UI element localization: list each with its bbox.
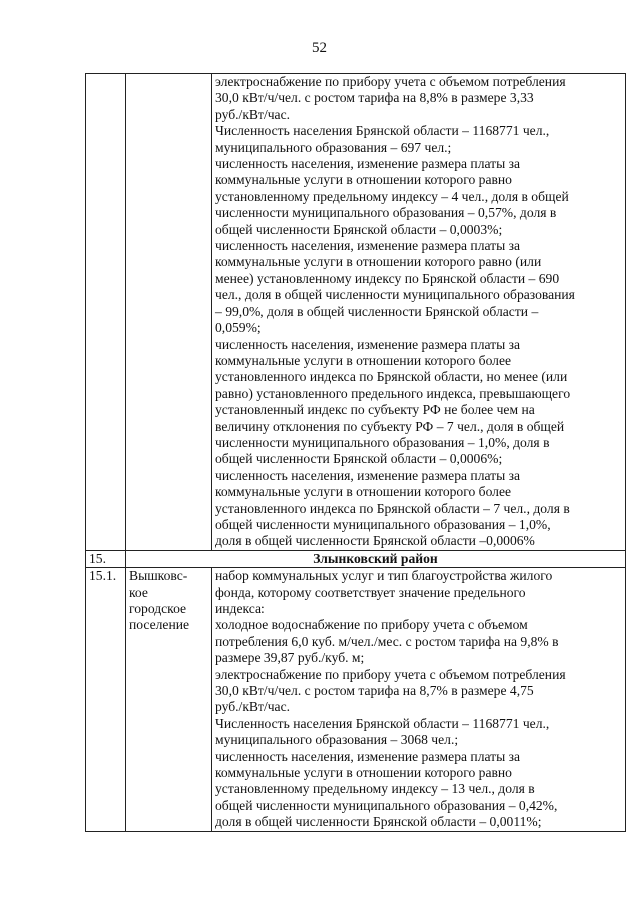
municipality-name-cell <box>126 568 212 832</box>
table-body <box>86 74 626 832</box>
description-line: размере 39,87 руб./куб. м; <box>215 650 365 666</box>
description-line: численности муниципального образования – 1,0%, доля в <box>215 434 550 450</box>
description-line: – 99,0%, доля в общей численности Брянской области – <box>215 303 539 319</box>
description-line: набор коммунальных услуг и тип благоустройства жилого <box>215 568 553 584</box>
description-line: муниципального образования – 697 чел.; <box>215 139 452 155</box>
description-line: установленного индекса по Брянской области, но менее (или <box>215 369 568 385</box>
description-line: численность населения, изменение размера платы за <box>215 238 521 254</box>
description-line: установленного индекса по Брянской области – 7 чел., доля в <box>215 500 570 516</box>
description-line: Численность населения Брянской области – 1168771 чел., <box>215 123 550 139</box>
table-row <box>86 568 626 832</box>
description-line: 0,059%; <box>215 320 261 336</box>
row-number-cell: 15.1. <box>86 568 126 832</box>
description-line: общей численности Брянской области – 0,0006%; <box>215 451 503 467</box>
description-line: установленному предельному индексу – 13 чел., доля в <box>215 781 535 797</box>
description-line: установленному предельному индексу – 4 чел., доля в общей <box>215 188 569 204</box>
description-cell <box>212 74 626 551</box>
description-line: муниципального образования – 3068 чел.; <box>215 732 459 748</box>
description-line: коммунальные услуги в отношении которого более <box>215 352 512 368</box>
description-line: численность населения, изменение размера платы за <box>215 156 521 172</box>
description-line: менее) установленному индексу по Брянской области – 690 <box>215 270 560 286</box>
description-line: чел., доля в общей численности муниципального образования <box>215 287 575 303</box>
municipality-name-line: городское <box>129 601 187 616</box>
table-row <box>86 74 626 551</box>
municipality-name-line: кое <box>129 584 148 600</box>
description-line: коммунальные услуги в отношении которого более <box>215 484 512 500</box>
description-line: общей численности Брянской области – 0,0003%; <box>215 221 503 237</box>
municipality-name-line: Вышковс- <box>129 568 188 584</box>
description-line: Численность населения Брянской области – 1168771 чел., <box>215 715 550 731</box>
description-line: коммунальные услуги в отношении которого равно <box>215 765 512 781</box>
description-line: численность населения, изменение размера платы за <box>215 748 521 764</box>
description-line: величину отклонения по субъекту РФ – 7 чел., доля в общей <box>215 418 565 434</box>
district-heading: Злынковский район <box>126 550 626 567</box>
description-line: общей численности муниципального образования – 0,42%, <box>215 797 558 813</box>
description-line: доля в общей численности Брянской области –0,0006% <box>215 533 535 549</box>
description-line: руб./кВт/час. <box>215 699 291 715</box>
description-line: численности муниципального образования – 0,57%, доля в <box>215 205 557 221</box>
description-line: численность населения, изменение размера платы за <box>215 467 521 483</box>
description-cell <box>212 568 626 832</box>
table-row <box>86 550 626 567</box>
municipality-name-cell <box>126 74 212 551</box>
description-line: коммунальные услуги в отношении которого равно (или <box>215 254 542 270</box>
description-line: потребления 6,0 куб. м/чел./мес. с ростом тарифа на 9,8% в <box>215 633 559 649</box>
description-line: равно) установленного предельного индекса, превышающего <box>215 385 571 401</box>
description-line: индекса: <box>215 601 265 616</box>
description-line: общей численности муниципального образования – 1,0%, <box>215 516 551 532</box>
description-line: электроснабжение по прибору учета с объемом потребления <box>215 74 566 89</box>
description-line: холодное водоснабжение по прибору учета с объемом <box>215 617 528 633</box>
description-line: численность населения, изменение размера платы за <box>215 336 521 352</box>
document-table <box>85 73 626 832</box>
row-number-cell: 15. <box>86 550 126 567</box>
description-line: 30,0 кВт/ч/чел. с ростом тарифа на 8,8% в размере 3,33 <box>215 90 534 106</box>
description-line: руб./кВт/час. <box>215 106 291 122</box>
description-line: 30,0 кВт/ч/чел. с ростом тарифа на 8,7% в размере 4,75 <box>215 683 534 699</box>
description-line: установленный индекс по субъекту РФ не более чем на <box>215 402 535 418</box>
description-line: доля в общей численности Брянской области – 0,0011%; <box>215 814 542 830</box>
description-line: коммунальные услуги в отношении которого равно <box>215 172 512 188</box>
row-number-cell <box>86 74 126 551</box>
description-line: электроснабжение по прибору учета с объемом потребления <box>215 666 566 682</box>
page-number: 52 <box>312 40 327 56</box>
municipality-name-line: поселение <box>129 617 190 633</box>
description-line: фонда, которому соответствует значение предельного <box>215 584 526 600</box>
